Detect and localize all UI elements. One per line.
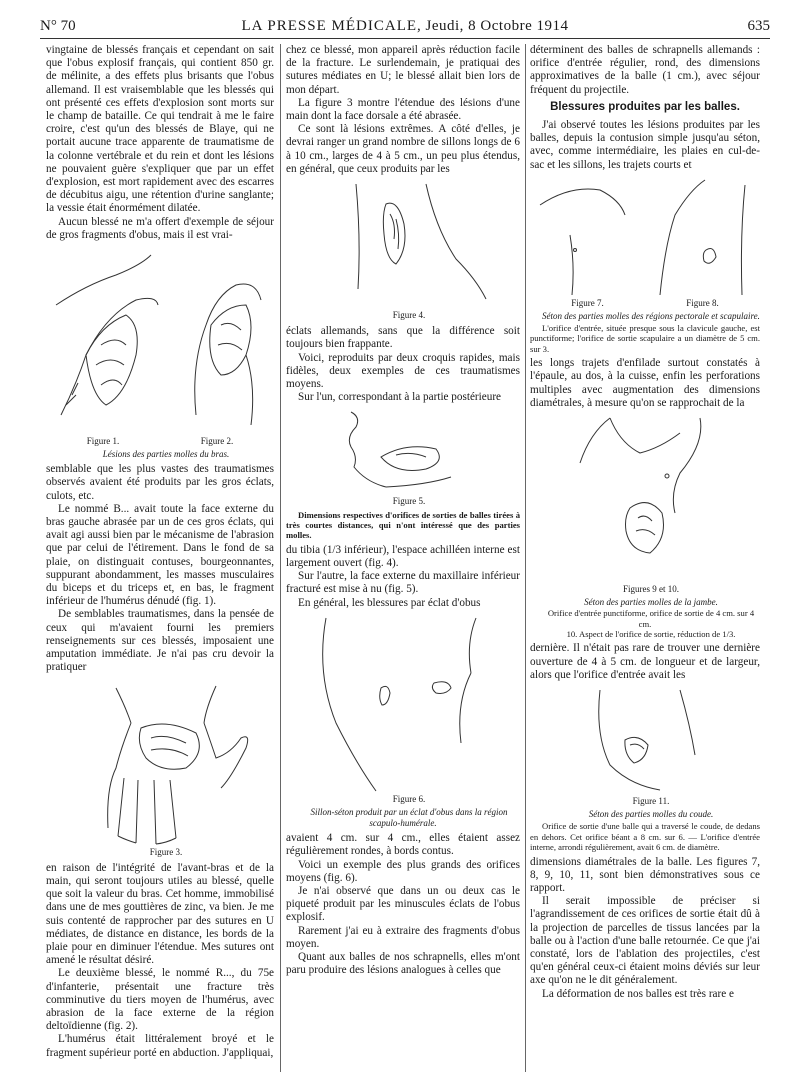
figure-1-2 bbox=[46, 245, 274, 460]
figure-caption: Dimensions respectives d'orifices de sorties de balles tirées à très courtes distances, qui n'ont intéressé que des parties molles. bbox=[286, 509, 520, 541]
chest-back-wound-sketches bbox=[530, 175, 760, 297]
paragraph: éclats allemands, sans que la différence soit toujours bien frappante. bbox=[286, 325, 520, 351]
paragraph: du tibia (1/3 inférieur), l'espace achilléen interne est largement ouvert (fig. 4). bbox=[286, 543, 520, 570]
paragraph: Le deuxième blessé, le nommé R..., du 75e d'infanterie, présentait une fracture très comminutive du tiers moyen de l'humérus, avec abrasion de la face externe de la région deltoïdienne (fig. 2). bbox=[46, 967, 274, 1033]
figure-11-label: Figure 11. bbox=[632, 796, 670, 807]
figure-caption: Lésions des parties molles du bras. bbox=[102, 449, 230, 460]
figure-5 bbox=[286, 407, 520, 540]
paragraph: avaient 4 cm. sur 4 cm., elles étaient assez régulièrement rondes, à bords contus. bbox=[286, 832, 520, 858]
page-number: 635 bbox=[747, 18, 770, 34]
paragraph: en raison de l'intégrité de l'avant-bras et de la main, qui seront toujours utiles au blessé, quelle que soit la valeur du bras. Cet homme, immobilisé dans une de mes gouttières de zinc, va bien. Je me suis contenté de rapprocher par des sutures en U médiates, de distance en distance, les bords de la plaie pour en diminuer l'étendue. Mes sutures ont amené le résultat désiré. bbox=[46, 861, 274, 967]
paragraph: De semblables traumatismes, dans la pensée de ceux qui m'avaient fourni les premiers renseignements sur ces blessés, imposaient une amputation immédiate. Je n'ai pas cru devoir la pratiquer bbox=[46, 608, 274, 674]
paragraph: les longs trajets d'enfilade surtout constatés à l'épaule, au dos, à la cuisse, enfin les perforations multiples avec augmentation des dimensions diamétrales, à mesure qu'on se rapprochait de la bbox=[530, 357, 760, 409]
paragraph: dimensions diamétrales de la balle. Les figures 7, 8, 9, 10, 11, sont bien démonstratives sous ce rapport. bbox=[530, 855, 760, 894]
figure-9-10 bbox=[530, 413, 760, 639]
paragraph: En général, les blessures par éclat d'obus bbox=[298, 596, 481, 609]
figure-2-label: Figure 2. bbox=[200, 436, 234, 447]
paragraph: Quant aux balles de nos schrapnells, elles m'ont paru produire des lésions analogues à celles que bbox=[286, 950, 520, 977]
column-3 bbox=[530, 44, 760, 1076]
figure-3-label: Figure 3. bbox=[149, 846, 183, 857]
paragraph: Voici un exemple des plus grands des orifices moyens (fig. 6). bbox=[286, 858, 520, 884]
column-rule-right bbox=[525, 44, 526, 1072]
paragraph: La figure 3 montre l'étendue des lésions d'une main dont la face dorsale a été abrasée. bbox=[286, 96, 520, 123]
figure-note: L'orifice d'entrée, située presque sous la clavicule gauche, est punctiforme; l'orifice de sortie scapulaire a un diamètre de 5 cm. sur 3. bbox=[530, 323, 760, 354]
paragraph: Sur l'autre, la face externe du maxillaire inférieur fracturé est mise à nu (fig. 5). bbox=[286, 570, 520, 596]
figure-3 bbox=[46, 678, 274, 859]
hand-wound-sketch bbox=[46, 678, 274, 846]
paragraph: J'ai observé toutes les lésions produites par les balles, depuis la contusion simple jusqu'au séton, avec, comme intermédiaire, les plaies en cul-de-sac et les sillons, les trajets courts et bbox=[530, 119, 760, 171]
journal-name: LA PRESSE MÉDICALE bbox=[241, 18, 418, 34]
paragraph: Je n'ai observé que dans un ou deux cas le piqueté produit par les minuscules éclats de l'obus explosif. bbox=[286, 884, 520, 924]
figure-4-label: Figure 4. bbox=[392, 310, 426, 321]
paragraph: semblable que les plus vastes des traumatismes observés avaient été produits par les gros éclats, culots, etc. bbox=[46, 463, 274, 502]
figure-labels bbox=[46, 435, 274, 448]
figure-5-label: Figure 5. bbox=[392, 496, 426, 507]
jaw-wound-sketch bbox=[286, 407, 520, 495]
journal-title bbox=[40, 18, 770, 35]
figure-note: 10. Aspect de l'orifice de sortie, réduction de 1/3. bbox=[566, 629, 736, 640]
figure-11 bbox=[530, 685, 760, 852]
paragraph: Ce sont là lésions extrêmes. A côté d'elles, je devrai ranger un grand nombre de sillons longs de 6 à 10 cm., larges de 4 à 5 cm., un peu plus étendus, en général, que ceux produits par les bbox=[286, 123, 520, 175]
paragraph: vingtaine de blessés français et cependant on sait que l'obus explosif français, qui contient 850 gr. de mélinite, a des effets plus brisants que l'obus allemand. Il est vraisemblable que les blessés qui ont présenté ces effets d'explosion sont morts sur le champ de bataille. Ce qui tendrait à me le faire croire, c'est qu'un des blessés de Blaye, qui ne portait aucune trace apparente de traumatisme de la colonne vertébrale et du rein et dont les lésions ne pouvaient guère s'expliquer que par un effet d'explosion, est mort rapidement avec des escarres de décubitus aigu, une rétention d'urine sanglante; la vessie était énormément dilatée. bbox=[46, 44, 274, 215]
figure-note: Orifice d'entrée punctiforme, orifice de sortie de 4 cm. sur 4 cm. bbox=[547, 608, 755, 629]
paragraph: déterminent des balles de schrapnells allemands : orifice d'entrée régulier, rond, des dimensions approximatives de la balle (1 cm.), avec séjour fréquent du projectile. bbox=[530, 44, 760, 96]
section-heading: Blessures produites par les balles. bbox=[550, 100, 740, 113]
shoulder-wound-sketch bbox=[286, 613, 520, 793]
paragraph: Le nommé B... avait toute la face externe du bras gauche abrasée par un de ces gros éclats, qui avait agi aussi bien par le mécanisme de l'abrasion que par celui de l'étirement. Dans le fond de sa plaie, on distinguait contuses, bourgeonnantes, suppurant abondamment, les masses musculaires du biceps et du triceps et, en bas, le fragment inférieur de l'humérus dénudé (fig. 1). bbox=[46, 502, 274, 608]
issue-number: N° 70 bbox=[40, 18, 76, 34]
arm-wound-sketches bbox=[46, 245, 274, 435]
figure-6-label: Figure 6. bbox=[392, 793, 426, 804]
figure-1-label: Figure 1. bbox=[86, 436, 120, 447]
figure-7-8 bbox=[530, 175, 760, 354]
paragraph: L'humérus était littéralement broyé et le fragment supérieur porté en abduction. J'appliquai, bbox=[46, 1033, 274, 1059]
figures-9-10-label: Figures 9 et 10. bbox=[623, 584, 679, 595]
figure-7-label: Figure 7. bbox=[571, 297, 604, 308]
figure-labels bbox=[530, 297, 760, 310]
paragraph: chez ce blessé, mon appareil après réduction facile de la fracture. Le surlendemain, je pratiquai des sutures médiates en U; le blessé allait bien lors de mon départ. bbox=[286, 44, 520, 96]
figure-note: Orifice de sortie d'une balle qui a traversé le coude, de dedans en dehors. Cet orifice béant a 8 cm. sur 6. — L'orifice d'entrée interne, arrondi régulièrement, avait 6 cm. de diamètre. bbox=[530, 821, 760, 853]
column-1 bbox=[46, 44, 274, 1076]
figure-caption: Séton des parties molles des régions pectorale et scapulaire. bbox=[542, 311, 760, 322]
paragraph: Aucun blessé ne m'a offert d'exemple de séjour de gros fragments d'obus, mais il est vrai- bbox=[46, 215, 274, 241]
elbow-wound-sketch bbox=[530, 685, 760, 795]
paragraph: La déformation de nos balles est très rare e bbox=[542, 987, 734, 1000]
paragraph: Voici, reproduits par deux croquis rapides, mais fidèles, deux exemples de ces traumatismes moyens. bbox=[286, 351, 520, 391]
issue-date: , Jeudi, 8 Octobre 1914 bbox=[417, 18, 569, 34]
leg-wound-sketch bbox=[530, 413, 760, 583]
page-header bbox=[40, 14, 770, 39]
figure-4 bbox=[286, 179, 520, 322]
column-rule-left bbox=[280, 44, 281, 1072]
figure-caption: Séton des parties molles de la jambe. bbox=[584, 597, 718, 608]
paragraph: Sur l'un, correspondant à la partie postérieure bbox=[298, 391, 502, 404]
column-2 bbox=[286, 44, 520, 1076]
figure-6 bbox=[286, 613, 520, 829]
achilles-wound-sketch bbox=[286, 179, 520, 309]
paragraph: dernière. Il n'était pas rare de trouver une dernière ouverture de 4 à 5 cm. de longueur et de largeur, alors que l'orifice d'entrée avait les bbox=[530, 642, 760, 681]
figure-caption: Séton des parties molles du coude. bbox=[588, 809, 714, 820]
paragraph: Il serait impossible de préciser si l'agrandissement de ces orifices de sortie était dû à la projection de parcelles de tissus lancées par la balle ou à l'action d'une balle retournée. Ce que j'ai constaté, lors de l'ablation des projectiles, c'est qu'en général ceux-ci étaient moins déviés sur leur axe qu'on ne le dit généralement. bbox=[530, 895, 760, 987]
figure-caption: Sillon-séton produit par un éclat d'obus dans la région scapulo-humérale. bbox=[310, 807, 508, 829]
paragraph: Rarement j'ai eu à extraire des fragments d'obus moyen. bbox=[286, 924, 520, 950]
figure-8-label: Figure 8. bbox=[686, 297, 719, 308]
